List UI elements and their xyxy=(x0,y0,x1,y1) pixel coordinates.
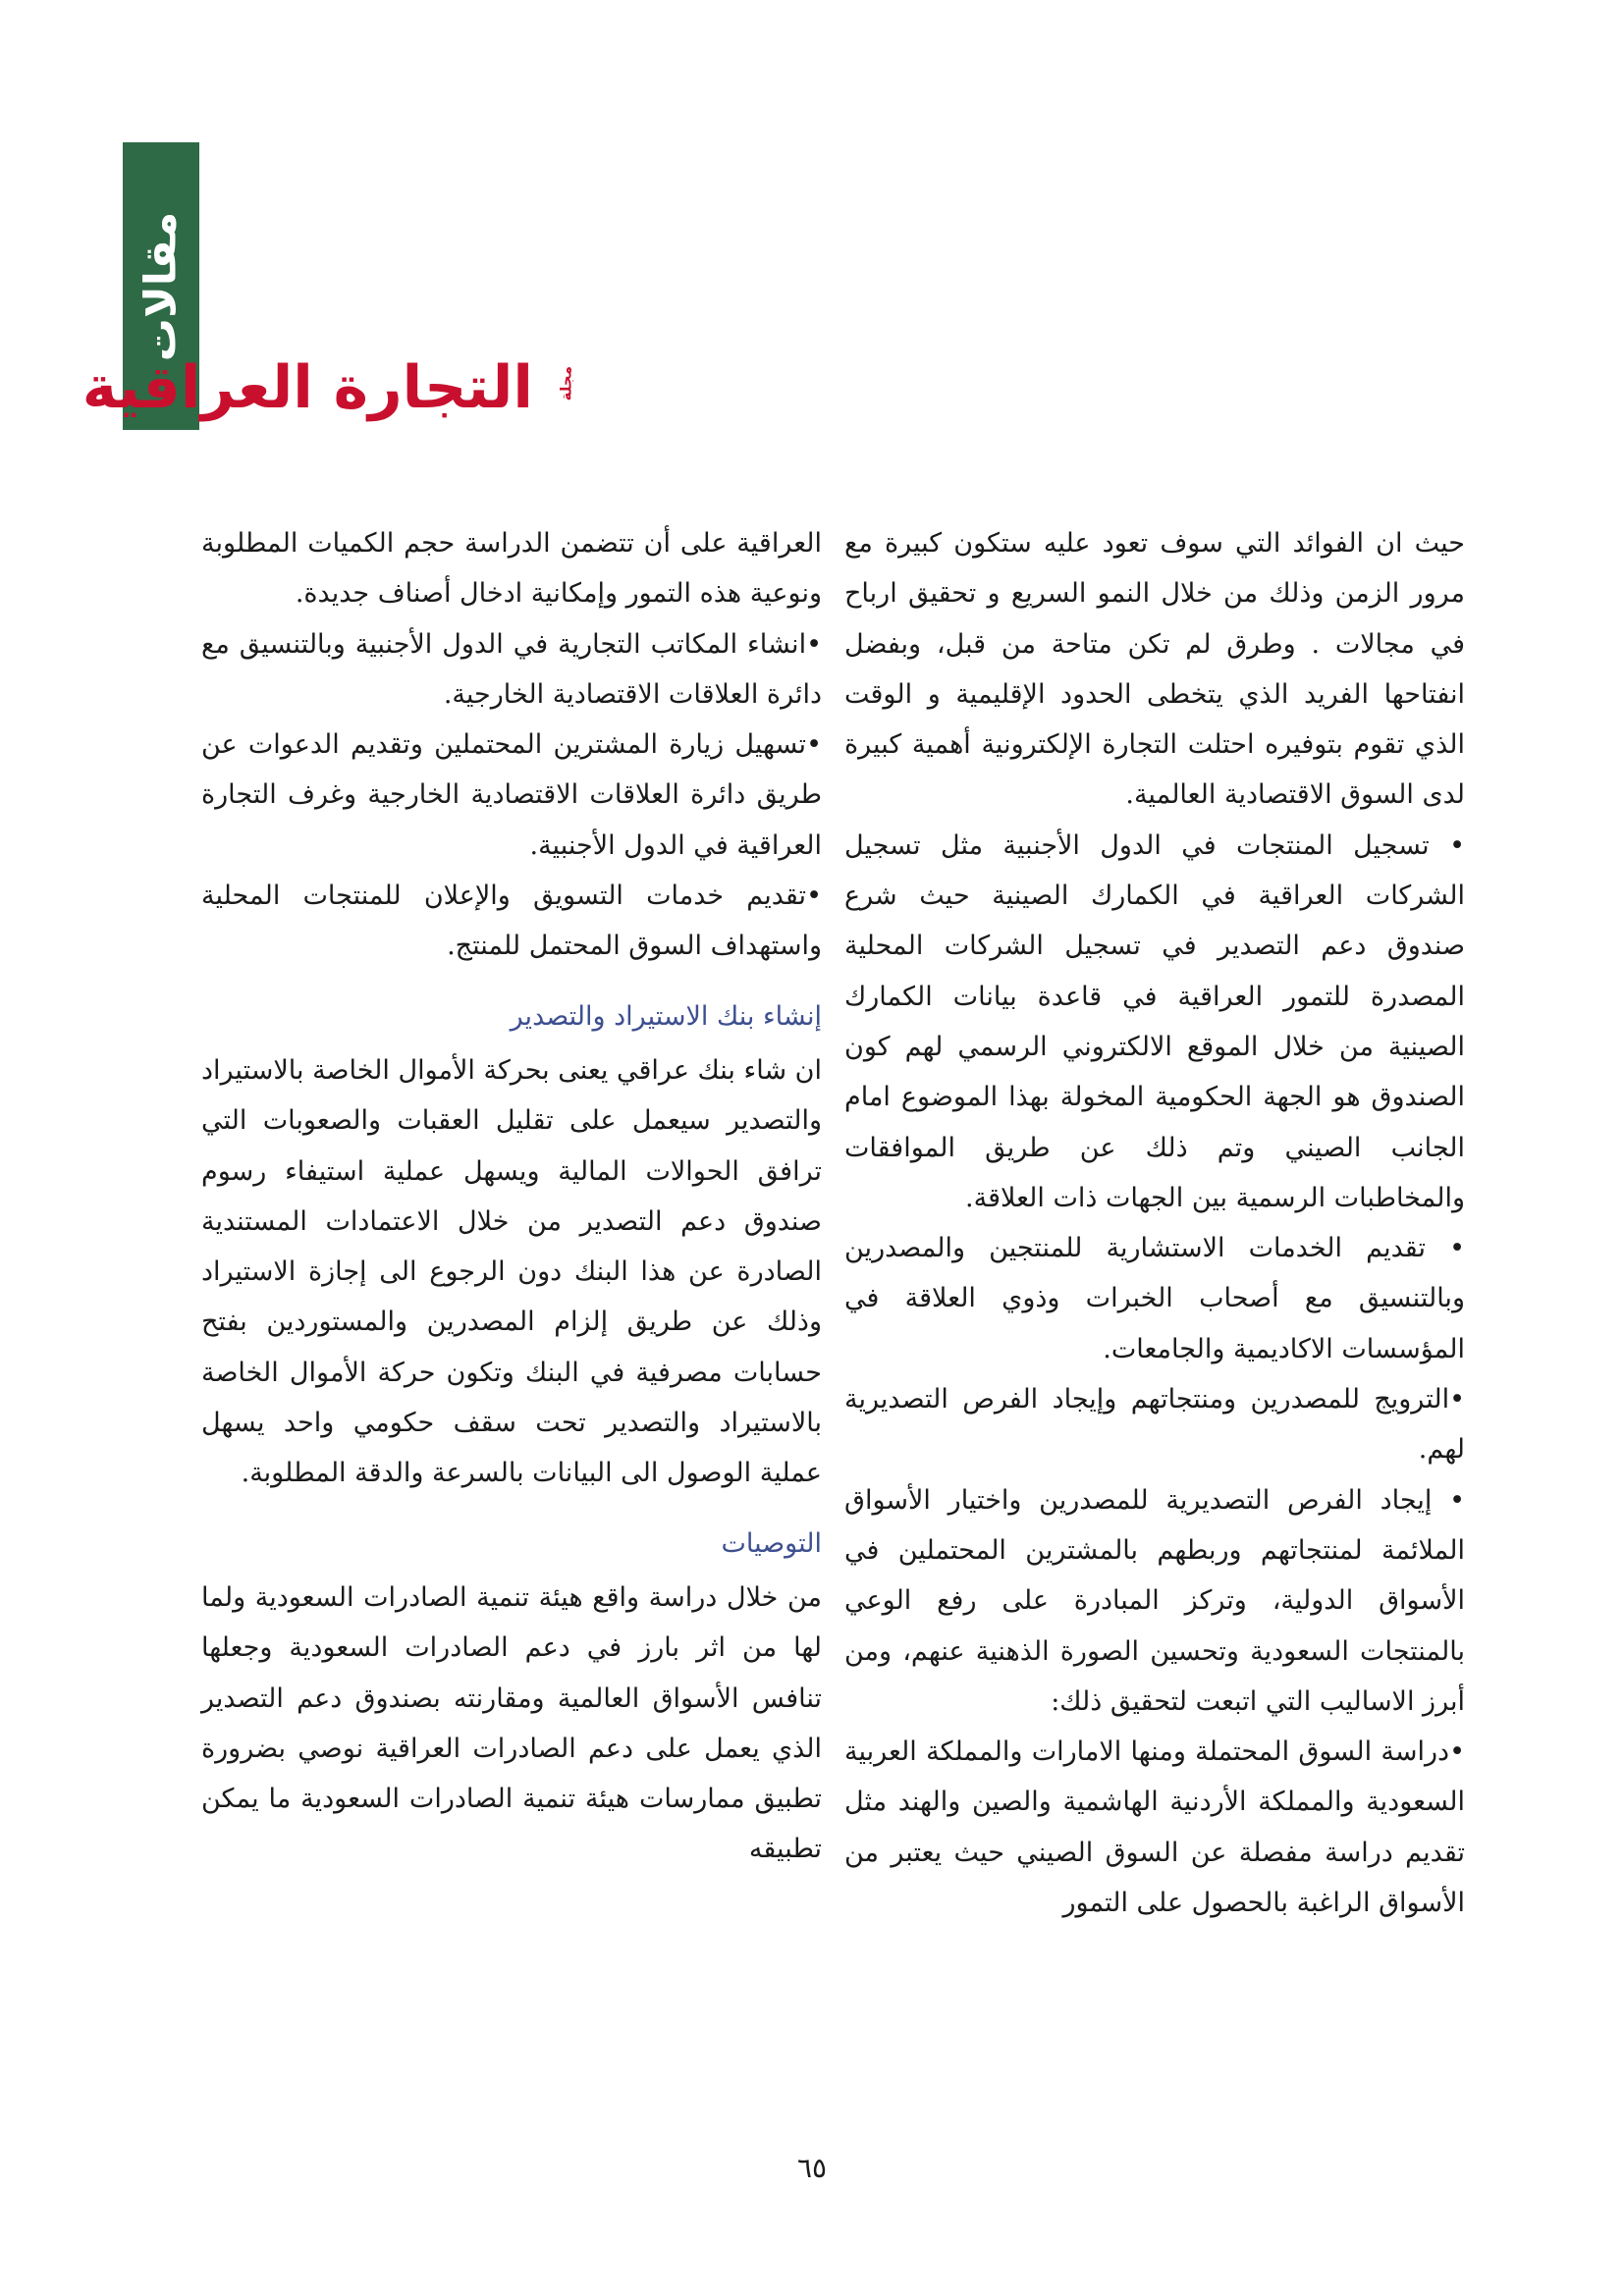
bullet-paragraph: •الترويج للمصدرين ومنتجاتهم وإيجاد الفرص التصديرية لهم. xyxy=(844,1384,1465,1466)
paragraph: ان شاء بنك عراقي يعنى بحركة الأموال الخاصة بالاستيراد والتصدير سيعمل على تقليل العقبات والصعوبات التي ترافق الحوالات المالية ويسهل عملية استيفاء رسوم صندوق دعم التصدير من خلال الاعتمادات المستندية الصادرة عن هذا البنك دون الرجوع الى إجازة الاستيراد وذلك عن طريق إلزام المصدرين والمستوردين بفتح حسابات مصرفية في البنك وتكون حركة الأموال الخاصة بالاستيراد والتصدير تحت سقف حكومي واحد يسهل عملية الوصول الى البيانات بالسرعة والدقة المطلوبة. xyxy=(201,1054,822,1489)
paragraph: العراقية على أن تتضمن الدراسة حجم الكميات المطلوبة ونوعية هذه التمور وإمكانية ادخال أصناف جديدة. xyxy=(201,528,822,610)
paragraph: من خلال دراسة واقع هيئة تنمية الصادرات السعودية ولما لها من اثر بارز في دعم الصادرات السعودية وجعلها تنافس الأسواق العالمية ومقارنته بصندوق دعم التصدير الذي يعمل على دعم الصادرات العراقية نوصي بضرورة تطبيق ممارسات هيئة تنمية الصادرات السعودية ما يمكن تطبيقه xyxy=(201,1581,822,1865)
magazine-masthead xyxy=(81,348,574,427)
masthead-small-label: مجلة xyxy=(557,366,574,401)
bullet-paragraph: • إيجاد الفرص التصديرية للمصدرين واختيار الأسواق الملائمة لمنتجاتهم وربطهم بالمشترين المحتملين في الأسواق الدولية، وتركز المبادرة على رفع الوعي بالمنتجات السعودية وتحسين الصورة الذهنية عنهم، ومن أبرز الاساليب التي اتبعت لتحقيق ذلك: xyxy=(844,1484,1465,1717)
bullet-paragraph: •تسهيل زيارة المشترين المحتملين وتقديم الدعوات عن طريق دائرة العلاقات الاقتصادية الخارجية وغرف التجارة العراقية في الدول الأجنبية. xyxy=(201,729,822,861)
paragraph: حيث ان الفوائد التي سوف تعود عليه ستكون كبيرة مع مرور الزمن وذلك من خلال النمو السريع و تحقيق ارباح في مجالات . وطرق لم تكن متاحة من قبل، وبفضل انفتاحها الفريد الذي يتخطى الحدود الإقليمية و الوقت الذي تقوم بتوفيره احتلت التجارة الإلكترونية أهمية كبيرة لدى السوق الاقتصادية العالمية. xyxy=(844,528,1465,811)
bullet-paragraph: •تقديم خدمات التسويق والإعلان للمنتجات المحلية واستهداف السوق المحتمل للمنتج. xyxy=(201,881,822,962)
bullet-paragraph: •دراسة السوق المحتملة ومنها الامارات والمملكة العربية السعودية والمملكة الأردنية الهاشمية والصين والهند مثل تقديم دراسة مفصلة عن السوق الصيني حيث يعتبر من الأسواق الراغبة بالحصول على التمور xyxy=(844,1736,1465,1919)
bullet-paragraph: •انشاء المكاتب التجارية في الدول الأجنبية وبالتنسيق مع دائرة العلاقات الاقتصادية الخارجية. xyxy=(201,628,822,710)
right-column xyxy=(844,518,1465,1928)
bullet-paragraph: • تسجيل المنتجات في الدول الأجنبية مثل تسجيل الشركات العراقية في الكمارك الصينية حيث شرع صندوق دعم التصدير في تسجيل الشركات المحلية المصدرة للتمور العراقية في قاعدة بيانات الكمارك الصينية من خلال الموقع الالكتروني الرسمي لهم كون الصندوق هو الجهة الحكومية المخولة بهذا الموضوع امام الجانب الصيني وتم ذلك عن طريق الموافقات والمخاطبات الرسمية بين الجهات ذات العلاقة. xyxy=(844,829,1465,1213)
page-number: ٦٥ xyxy=(796,2152,828,2184)
left-column xyxy=(201,518,822,1875)
section-heading-recommendations: التوصيات xyxy=(721,1527,822,1559)
section-tab-label: مقالات xyxy=(135,211,187,361)
bullet-paragraph: • تقديم الخدمات الاستشارية للمنتجين والمصدرين وبالتنسيق مع أصحاب الخبرات وذوي العلاقة في المؤسسات الاكاديمية والجامعات. xyxy=(844,1233,1465,1364)
section-heading-bank: إنشاء بنك الاستيراد والتصدير xyxy=(510,1000,822,1032)
masthead-title: التجارة العراقية xyxy=(81,353,533,422)
